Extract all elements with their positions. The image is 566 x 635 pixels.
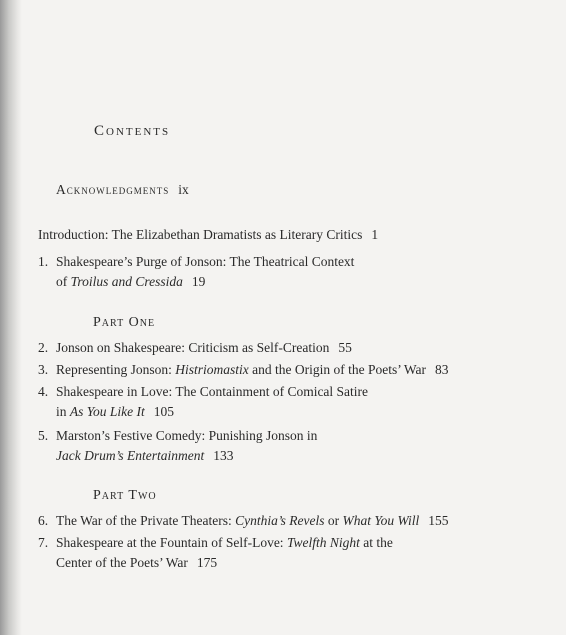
entry-title: Jonson on Shakespeare: Criticism as Self-Creation: [56, 340, 330, 355]
page-number: 175: [196, 555, 218, 570]
entry-title-prefix: Shakespeare at the Fountain of Self-Love:: [56, 535, 287, 550]
entry-title-italic: As You Like It: [69, 404, 145, 419]
toc-entry-chapter-6[interactable]: [38, 513, 449, 529]
toc-entry-chapter-4[interactable]: [38, 384, 368, 400]
page-number: 155: [428, 513, 449, 528]
toc-entry-chapter-7[interactable]: [38, 535, 393, 551]
entry-title: Center of the Poets’ War: [56, 555, 188, 570]
entry-title-italic: Jack Drum’s Entertainment: [56, 448, 205, 463]
toc-entry-acknowledgments[interactable]: [56, 182, 189, 198]
page-number: 55: [338, 340, 352, 355]
chapter-number: 4.: [38, 384, 49, 399]
chapter-number: 6.: [38, 513, 49, 528]
toc-entry-chapter-1-continued[interactable]: [56, 274, 205, 290]
entry-title: Shakespeare in Love: The Containment of Comical Satire: [56, 384, 369, 399]
contents-heading: Contents: [94, 123, 171, 139]
toc-entry-chapter-1[interactable]: [38, 254, 354, 270]
toc-entry-chapter-3[interactable]: [38, 362, 449, 378]
entry-title-italic-2: What You Will: [342, 513, 420, 528]
entry-title-suffix: and the Origin of the Poets’ War: [248, 362, 427, 377]
part-two-heading: Part Two: [93, 488, 157, 503]
page-number: 105: [153, 404, 175, 419]
entry-title: Marston’s Festive Comedy: Punishing Jonson in: [56, 428, 318, 443]
entry-title: Introduction: The Elizabethan Dramatists as Literary Critics: [38, 227, 363, 242]
entry-title-suffix: at the: [359, 535, 393, 550]
part-one-heading: Part One: [93, 315, 156, 330]
chapter-number: 1.: [38, 254, 49, 269]
entry-title-connector: or: [324, 513, 343, 528]
chapter-number: 7.: [38, 535, 49, 550]
chapter-number: 5.: [38, 428, 49, 443]
page-number: 133: [213, 448, 234, 463]
page-number: 1: [371, 227, 379, 242]
entry-title-italic: Twelfth Night: [286, 535, 360, 550]
entry-title-italic: Histriomastix: [175, 362, 249, 377]
entry-title-prefix: in: [56, 404, 70, 419]
toc-entry-chapter-7-continued[interactable]: [56, 555, 217, 571]
toc-entry-chapter-2[interactable]: [38, 340, 352, 356]
entry-title: Shakespeare’s Purge of Jonson: The Theatrical Context: [56, 254, 355, 269]
toc-entry-chapter-5[interactable]: [38, 428, 317, 444]
page-number: 83: [435, 362, 449, 377]
entry-title-prefix: Representing Jonson:: [56, 362, 176, 377]
entry-title-prefix: of: [56, 274, 71, 289]
entry-title-italic: Troilus and Cressida: [70, 274, 183, 289]
chapter-number: 2.: [38, 340, 49, 355]
entry-title-prefix: The War of the Private Theaters:: [56, 513, 236, 528]
page-number: ix: [178, 182, 189, 197]
page-number: 19: [191, 274, 206, 289]
toc-entry-introduction[interactable]: [38, 227, 378, 243]
chapter-number: 3.: [38, 362, 49, 377]
entry-title: Acknowledgments: [56, 182, 170, 197]
toc-entry-chapter-5-continued[interactable]: [56, 448, 233, 464]
toc-entry-chapter-4-continued[interactable]: [56, 404, 174, 420]
entry-title-italic: Cynthia’s Revels: [235, 513, 325, 528]
page-binding-shadow: [0, 0, 22, 635]
